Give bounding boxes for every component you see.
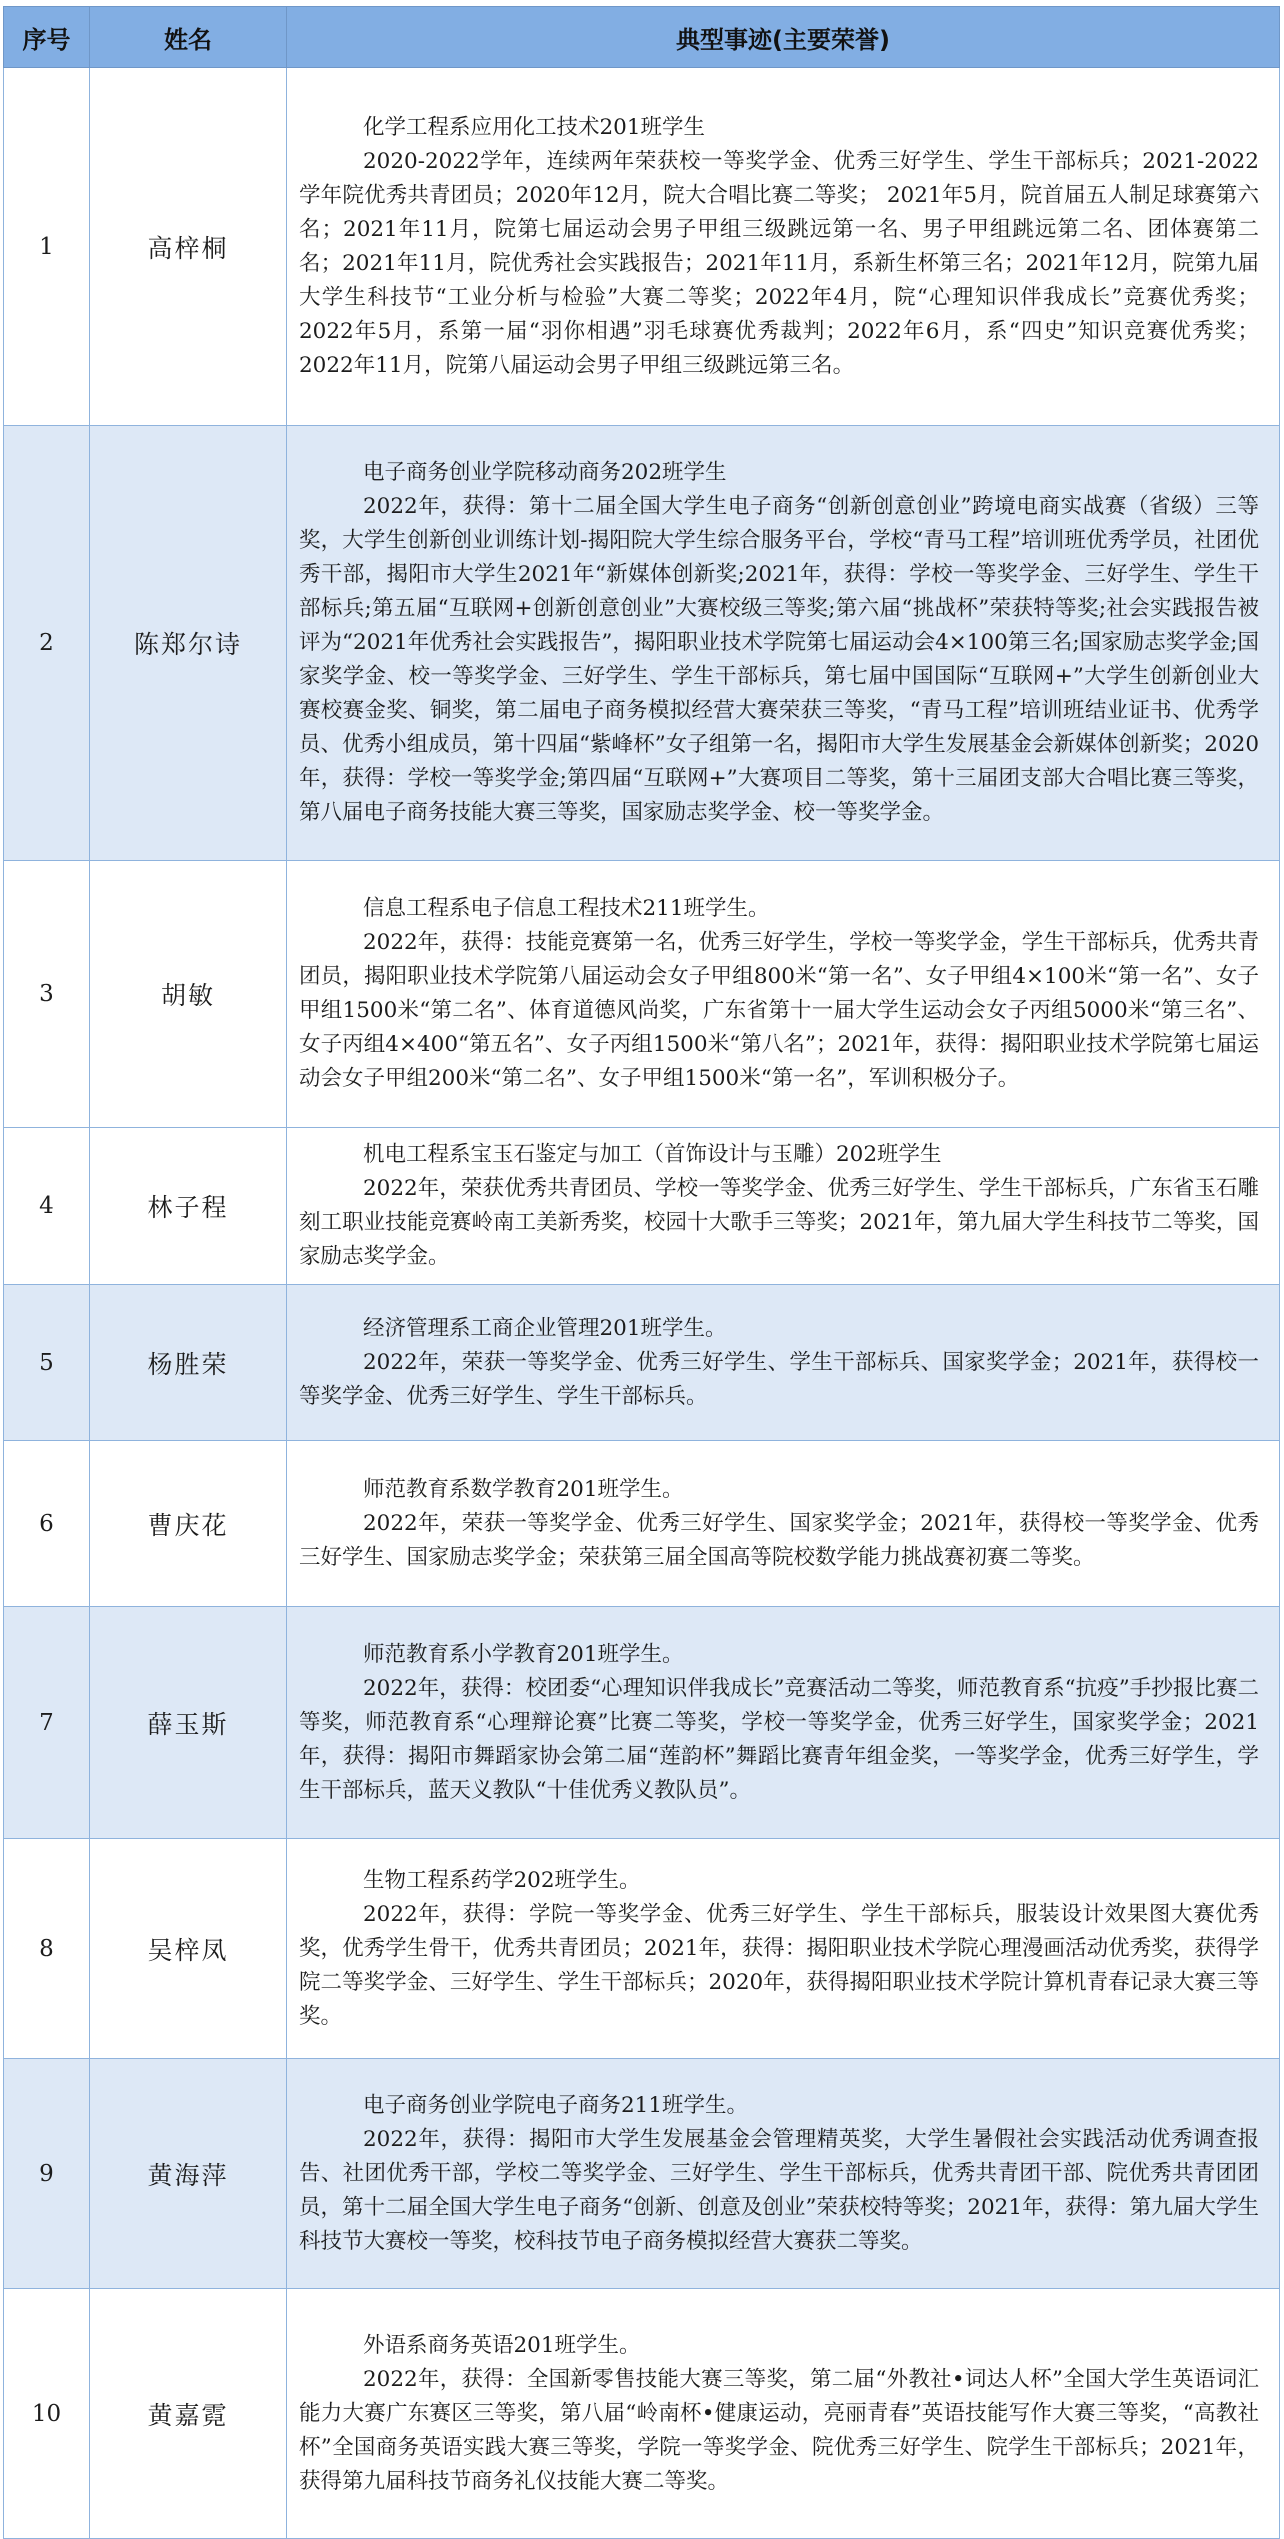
table-row [4,1441,1280,1607]
row-index: 6 [4,1441,90,1607]
table-row [4,426,1280,861]
deeds-cell [287,1285,1280,1441]
student-name: 曹庆花 [90,1441,287,1607]
table-row [4,861,1280,1128]
honor-detail: 2022年，荣获一等奖学金、优秀三好学生、学生干部标兵、国家奖学金；2021年，获得校一等奖学金、优秀三好学生、学生干部标兵。 [299,1349,1259,1409]
student-name: 吴梓凤 [90,1839,287,2059]
student-name: 林子程 [90,1128,287,1285]
header-deeds: 典型事迹(主要荣誉) [287,7,1280,68]
student-name: 黄海萍 [90,2059,287,2289]
student-class: 师范教育系数学教育201班学生。 [363,1476,684,1502]
student-class: 电子商务创业学院电子商务211班学生。 [363,2092,749,2118]
student-class: 经济管理系工商企业管理201班学生。 [363,1315,727,1341]
student-name: 胡敏 [90,861,287,1128]
student-class: 化学工程系应用化工技术201班学生 [363,114,706,140]
student-name: 黄嘉霓 [90,2289,287,2539]
honor-detail: 2022年，获得：揭阳市大学生发展基金会管理精英奖，大学生暑假社会实践活动优秀调查报告、社团优秀干部，学校二等奖学金、三好学生、学生干部标兵，优秀共青团干部、院优秀共青团团员，第十二届全国大学生电子商务“创新、创意及创业”荣获校特等奖；2021年，获得：第九届大学生科技节大赛校一等奖，校科技节电子商务模拟经营大赛获二等奖。 [299,2126,1259,2254]
deeds-cell [287,426,1280,861]
row-index: 8 [4,1839,90,2059]
deeds-cell [287,2289,1280,2539]
row-index: 9 [4,2059,90,2289]
student-class: 外语系商务英语201班学生。 [363,2332,641,2358]
honor-detail: 2022年，荣获一等奖学金、优秀三好学生、国家奖学金；2021年，获得校一等奖学金、优秀三好学生、国家励志奖学金；荣获第三届全国高等院校数学能力挑战赛初赛二等奖。 [299,1510,1259,1570]
honor-table [3,6,1280,2539]
row-index: 5 [4,1285,90,1441]
row-index: 4 [4,1128,90,1285]
student-class: 机电工程系宝玉石鉴定与加工（首饰设计与玉雕）202班学生 [363,1142,942,1167]
row-index: 7 [4,1607,90,1839]
honor-detail: 2022年，获得：学院一等奖学金、优秀三好学生、学生干部标兵，服装设计效果图大赛优秀奖，优秀学生骨干，优秀共青团员；2021年，获得：揭阳职业技术学院心理漫画活动优秀奖，获得学院二等奖学金、三好学生、学生干部标兵；2020年，获得揭阳职业技术学院计算机青春记录大赛三等奖。 [299,1901,1259,2029]
deeds-cell [287,1839,1280,2059]
student-name: 薛玉斯 [90,1607,287,1839]
student-name: 高梓桐 [90,68,287,426]
deeds-cell [287,1441,1280,1607]
table-row [4,68,1280,426]
table-row [4,2289,1280,2539]
deeds-cell [287,2059,1280,2289]
deeds-cell [287,68,1280,426]
deeds-cell [287,1128,1280,1285]
honor-detail: 2022年，获得：第十二届全国大学生电子商务“创新创意创业”跨境电商实战赛（省级）三等奖，大学生创新创业训练计划-揭阳院大学生综合服务平台，学校“青马工程”培训班优秀学员，社团优秀干部，揭阳市大学生2021年“新媒体创新奖;2021年，获得：学校一等奖学金、三好学生、学生干部标兵;第五届“互联网+创新创意创业”大赛校级三等奖;第六届“挑战杯”荣获特等奖;社会实践报告被评为“2021年优秀社会实践报告”，揭阳职业技术学院第七届运动会4×100第三名;国家励志奖学金;国家奖学金、校一等奖学金、三好学生、学生干部标兵，第七届中国国际“互联网+”大学生创新创业大赛校赛金奖、铜奖，第二届电子商务模拟经营大赛荣获三等奖，“青马工程”培训班结业证书、优秀学员、优秀小组成员，第十四届“紫峰杯”女子组第一名，揭阳市大学生发展基金会新媒体创新奖；2020年，获得：学校一等奖学金;第四届“互联网+”大赛项目二等奖，第十三届团支部大合唱比赛三等奖，第八届电子商务技能大赛三等奖，国家励志奖学金、校一等奖学金。 [299,494,1259,825]
row-index: 10 [4,2289,90,2539]
student-name: 陈郑尔诗 [90,426,287,861]
table-row [4,1128,1280,1285]
row-index: 1 [4,68,90,426]
row-index: 3 [4,861,90,1128]
header-name: 姓名 [90,7,287,68]
student-class: 师范教育系小学教育201班学生。 [363,1641,684,1667]
table-row [4,1607,1280,1839]
table-row [4,2059,1280,2289]
student-class: 信息工程系电子信息工程技术211班学生。 [363,896,770,921]
student-class: 生物工程系药学202班学生。 [363,1867,641,1893]
student-name: 杨胜荣 [90,1285,287,1441]
honor-detail: 2022年，荣获优秀共青团员、学校一等奖学金、优秀三好学生、学生干部标兵，广东省玉石雕刻工职业技能竞赛岭南工美新秀奖，校园十大歌手三等奖；2021年，第九届大学生科技节二等奖，国家励志奖学金。 [299,1176,1259,1269]
table-row [4,1839,1280,2059]
honor-detail: 2020-2022学年，连续两年荣获校一等奖学金、优秀三好学生、学生干部标兵；2021-2022学年院优秀共青团员；2020年12月，院大合唱比赛二等奖； 2021年5月，院首届五人制足球赛第六名；2021年11月，院第七届运动会男子甲组三级跳远第一名、男子甲组跳远第二名、团体赛第二名；2021年11月，院优秀社会实践报告；2021年11月，系新生杯第三名；2021年12月，院第九届大学生科技节“工业分析与检验”大赛二等奖；2022年4月，院“心理知识伴我成长”竞赛优秀奖；2022年5月，系第一届“羽你相遇”羽毛球赛优秀裁判；2022年6月，系“四史”知识竞赛优秀奖；2022年11月，院第八届运动会男子甲组三级跳远第三名。 [299,148,1259,378]
honor-detail: 2022年，获得：校团委“心理知识伴我成长”竞赛活动二等奖，师范教育系“抗疫”手抄报比赛二等奖，师范教育系“心理辩论赛”比赛二等奖，学校一等奖学金，优秀三好学生，国家奖学金；2021年，获得：揭阳市舞蹈家协会第二届“莲韵杯”舞蹈比赛青年组金奖，一等奖学金，优秀三好学生，学生干部标兵，蓝天义教队“十佳优秀义教队员”。 [299,1675,1259,1803]
row-index: 2 [4,426,90,861]
table-header-row [4,7,1280,68]
honor-detail: 2022年，获得：全国新零售技能大赛三等奖，第二届“外教社•词达人杯”全国大学生英语词汇能力大赛广东赛区三等奖，第八届“岭南杯•健康运动，亮丽青春”英语技能写作大赛三等奖，“高教社杯”全国商务英语实践大赛三等奖，学院一等奖学金、院优秀三好学生、院学生干部标兵；2021年，获得第九届科技节商务礼仪技能大赛二等奖。 [299,2366,1259,2494]
honor-detail: 2022年，获得：技能竞赛第一名，优秀三好学生，学校一等奖学金，学生干部标兵，优秀共青团员，揭阳职业技术学院第八届运动会女子甲组800米“第一名”、女子甲组4×100米“第一名”、女子甲组1500米“第二名”、体育道德风尚奖，广东省第十一届大学生运动会女子丙组5000米“第三名”、女子丙组4×400“第五名”、女子丙组1500米“第八名”；2021年，获得：揭阳职业技术学院第七届运动会女子甲组200米“第二名”、女子甲组1500米“第一名”，军训积极分子。 [299,930,1259,1091]
deeds-cell [287,861,1280,1128]
student-class: 电子商务创业学院移动商务202班学生 [363,460,727,485]
table-row [4,1285,1280,1441]
header-index: 序号 [4,7,90,68]
deeds-cell [287,1607,1280,1839]
